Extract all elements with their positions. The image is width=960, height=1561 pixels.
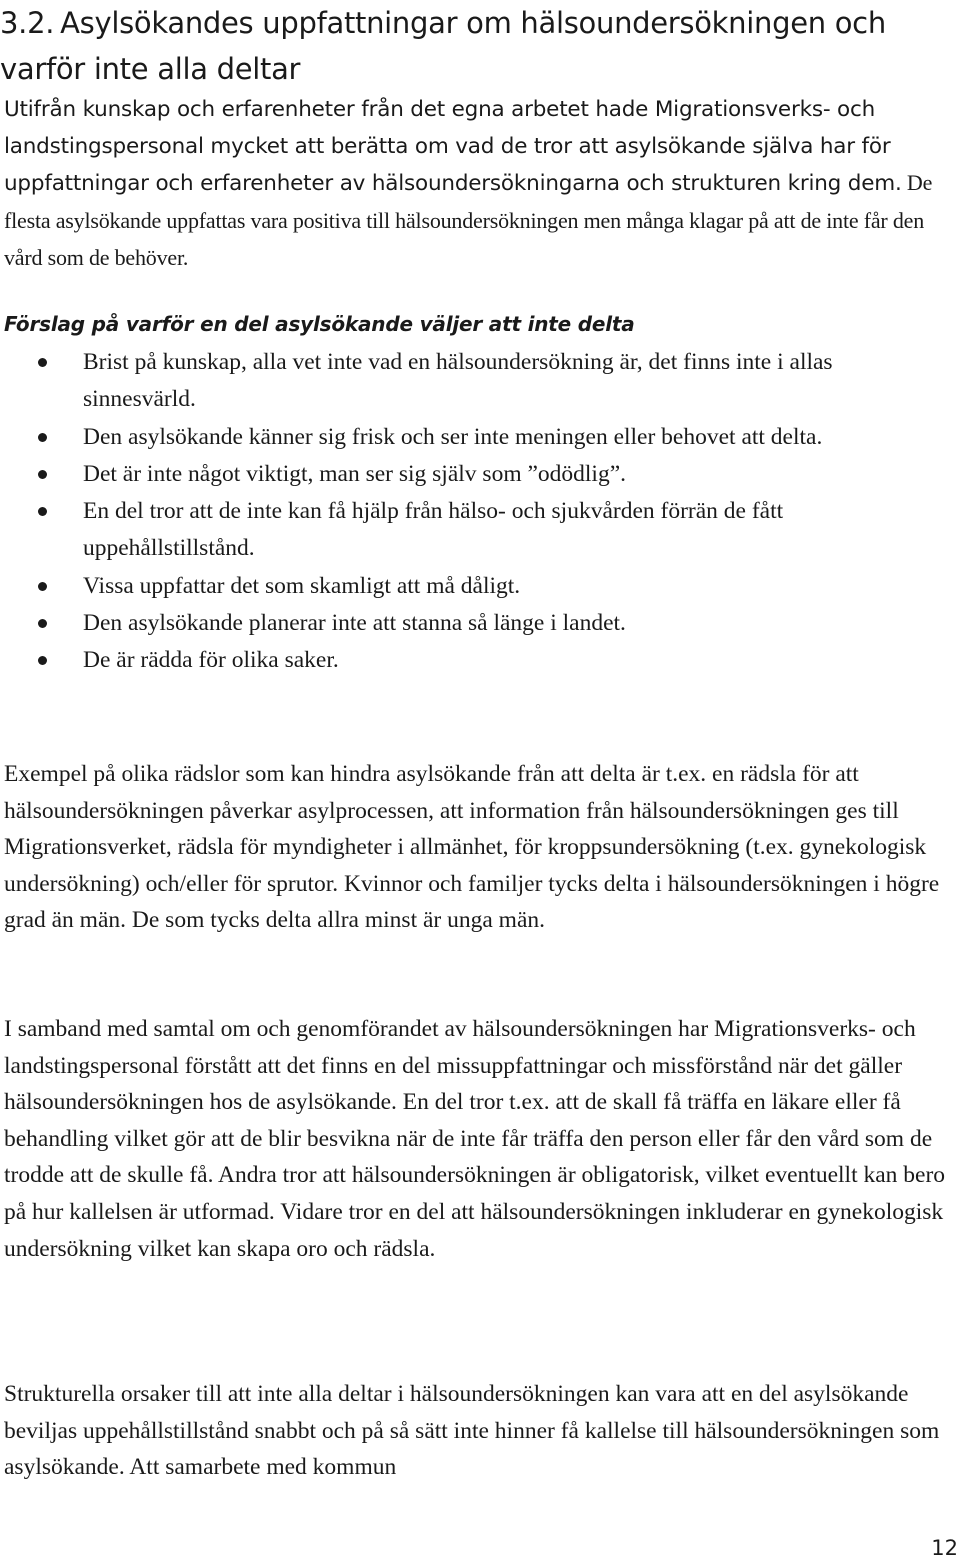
list-item <box>0 419 950 456</box>
section-number: 3.2. <box>0 6 55 40</box>
list-item-text: Vissa uppfattar det som skamligt att må dåligt. <box>83 572 521 599</box>
reasons-list <box>0 344 950 680</box>
bullet-icon <box>38 656 47 665</box>
list-item <box>0 344 950 419</box>
list-item <box>0 605 950 642</box>
intro-text-part1: Utifrån kunskap och erfarenheter från det egna arbetet hade Migrationsverks- och landstingspersonal mycket att berätta om vad de tror att asylsökande själva har för uppfattningar och erfarenheter av hälsoundersökningarna och strukturen kring dem. <box>4 97 902 196</box>
paragraph-misunderstandings: I samband med samtal om och genomförandet av hälsoundersökningen har Migrationsverks- och landstingspersonal förstått att det finns en del missuppfattningar och missförstånd när det gäller hälsoundersökningen hos de asylsökande. En del tror t.ex. att de skall få träffa en läkare eller få behandling vilket gör att de blir besvikna när de inte får träffa den person eller får den vård som de trodde att de skulle få. Andra tror att hälsoundersökningen är obligatorisk, vilket eventuellt kan bero på hur kallelsen är utformad. Vidare tror en del att hälsoundersökningen inkluderar en gynekologisk undersökning vilket kan skapa oro och rädsla. <box>4 1016 946 1262</box>
list-item-text: De är rädda för olika saker. <box>83 647 339 674</box>
bullet-icon <box>38 582 47 591</box>
bullet-icon <box>38 619 47 628</box>
list-item <box>0 456 950 493</box>
bullet-icon <box>38 470 47 479</box>
list-item-text: Den asylsökande planerar inte att stanna så länge i landet. <box>83 610 626 637</box>
section-heading <box>0 0 950 92</box>
list-item-text: En del tror att de inte kan få hjälp från hälso- och sjukvården förrän de fått uppehållstillstånd. <box>83 498 784 562</box>
bullet-icon <box>38 358 47 367</box>
bullet-icon <box>38 433 47 442</box>
list-item <box>0 642 950 679</box>
section-title: Asylsökandes uppfattningar om hälsoundersökningen och varför inte alla deltar <box>0 6 886 86</box>
list-item <box>0 568 950 605</box>
list-item-text: Det är inte något viktigt, man ser sig själv som ”odödlig”. <box>83 460 627 487</box>
bullet-icon <box>38 507 47 516</box>
list-item-text: Den asylsökande känner sig frisk och ser inte meningen eller behovet att delta. <box>83 423 823 450</box>
list-item-text: Brist på kunskap, alla vet inte vad en hälsoundersökning är, det finns inte i allas sinnesvärld. <box>83 349 833 413</box>
paragraph-fears: Exempel på olika rädslor som kan hindra asylsökande från att delta är t.ex. en rädsla för att hälsoundersökningen påverkar asylprocessen, att information från hälsoundersökningen ges till Migrationsverket, rädsla för myndigheter i allmänhet, för kroppsundersökning (t.ex. gynekologisk undersökning) och/eller för sprutor. Kvinnor och familjer tycks delta i hälsoundersökningen i högre grad än män. De som tycks delta allra minst är unga män. <box>4 761 940 934</box>
list-item <box>0 493 950 568</box>
page-number: 12 <box>931 1536 958 1560</box>
subheading: Förslag på varför en del asylsökande väljer att inte delta <box>4 312 635 336</box>
paragraph-structural-causes: Strukturella orsaker till att inte alla deltar i hälsoundersökningen kan vara att en del asylsökande beviljas uppehållstillstånd snabbt och på så sätt inte hinner få kallelse till hälsoundersökningen som asylsökande. Att samarbete med kommun <box>4 1381 940 1481</box>
intro-paragraph <box>4 92 959 278</box>
intro-text-part2: De flesta asylsökande uppfattas vara positiva till hälsoundersökningen men många klagar på att de inte får den vård som de behöver. <box>4 170 933 270</box>
